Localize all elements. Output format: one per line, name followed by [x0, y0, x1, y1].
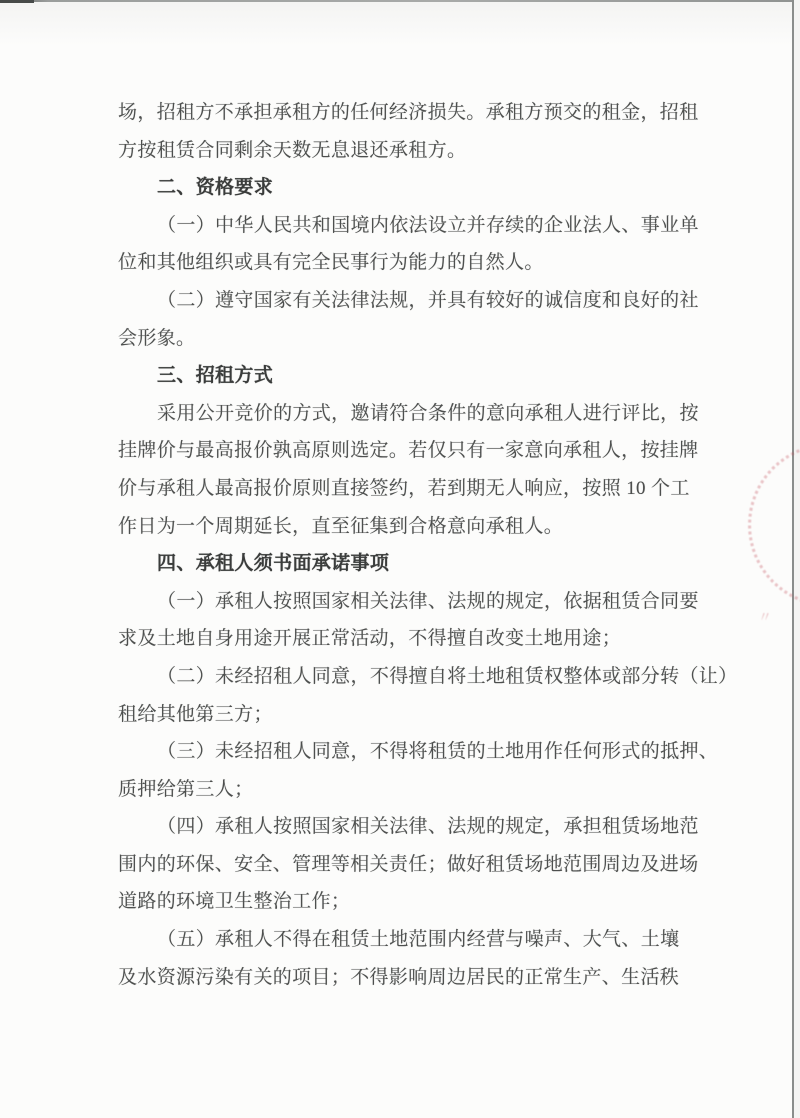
heading-line: 四、承租人须书面承诺事项	[157, 553, 390, 575]
heading-line: 三、招租方式	[157, 365, 274, 387]
text-line: 方按租赁合同剩余天数无息退还承租方。	[118, 139, 467, 161]
scan-edge-top-left	[0, 0, 34, 3]
document-body	[118, 94, 738, 996]
text-line: （五）承租人不得在租赁土地范围内经营与噪声、大气、土壤	[157, 929, 680, 951]
text-line: （二）未经招租人同意，不得擅自将土地租赁权整体或部分转（让）	[157, 665, 738, 687]
text-line: 道路的环境卫生整治工作；	[118, 891, 351, 913]
red-seal-mark: 〃	[758, 611, 772, 626]
text-line: 质押给第三人；	[118, 778, 254, 800]
text-line: 位和其他组织或具有完全民事行为能力的自然人。	[118, 252, 544, 274]
text-line: 挂牌价与最高报价孰高原则选定。若仅只有一家意向承租人，按挂牌	[118, 440, 699, 462]
text-line: 价与承租人最高报价原则直接签约，若到期无人响应，按照 10 个工	[118, 477, 690, 499]
text-line: 求及土地自身用途开展正常活动，不得擅自改变土地用途；	[118, 628, 622, 650]
heading-line: 二、资格要求	[157, 177, 274, 199]
text-line: 作日为一个周期延长，直至征集到合格意向承租人。	[118, 515, 564, 537]
text-line: （四）承租人按照国家相关法律、法规的规定，承担租赁场地范	[157, 816, 699, 838]
text-line: 围内的环保、安全、管理等相关责任；做好租赁场地范围周边及进场	[118, 853, 699, 875]
text-line: （二）遵守国家有关法律法规，并具有较好的诚信度和良好的社	[157, 289, 699, 311]
text-line: （三）未经招租人同意，不得将租赁的土地用作任何形式的抵押、	[157, 741, 719, 763]
text-line: 及水资源污染有关的项目；不得影响周边居民的正常生产、生活秩	[118, 966, 680, 988]
scan-edge-top	[0, 0, 800, 2]
text-line: （一）承租人按照国家相关法律、法规的规定，依据租赁合同要	[157, 590, 699, 612]
text-line: （一）中华人民共和国境内依法设立并存续的企业法人、事业单	[157, 214, 699, 236]
red-seal-stamp	[748, 443, 800, 607]
text-line: 租给其他第三方；	[118, 703, 273, 725]
text-line: 采用公开竞价的方式，邀请符合条件的意向承租人进行评比，按	[157, 402, 699, 424]
text-line: 会形象。	[118, 327, 196, 349]
text-line: 场，招租方不承担承租方的任何经济损失。承租方预交的租金，招租	[118, 102, 699, 123]
